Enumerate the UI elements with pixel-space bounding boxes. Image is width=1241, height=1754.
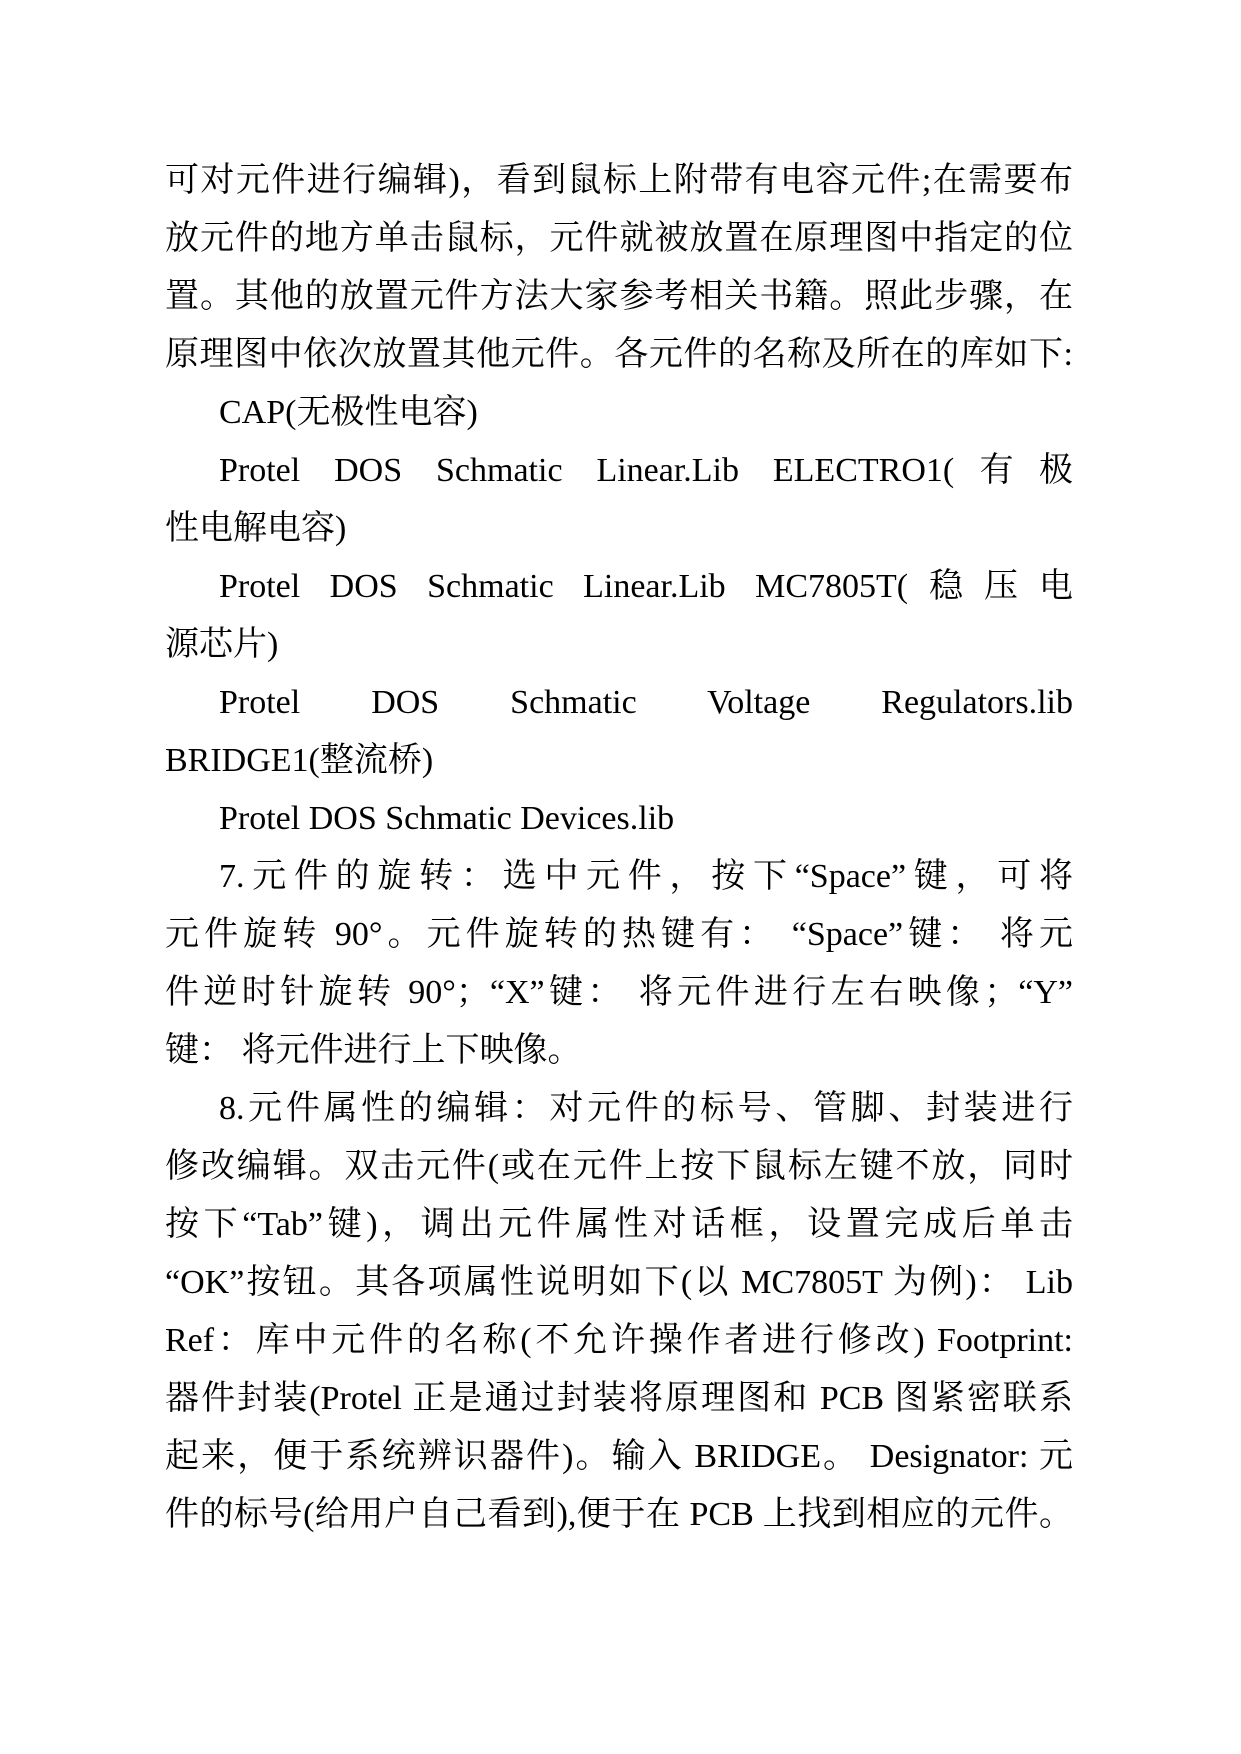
text-line: CAP(无极性电容)	[219, 394, 478, 431]
text-line: 元件旋转 90°。元件旋转的热键有： “Space”键： 将元	[165, 916, 1073, 953]
text-line: 修改编辑。双击元件(或在元件上按下鼠标左键不放，同时	[165, 1148, 1073, 1185]
text-line: 置。其他的放置元件方法大家参考相关书籍。照此步骤，在	[165, 278, 1073, 315]
text-line: 起来，便于系统辨识器件)。输入 BRIDGE。 Designator: 元	[165, 1438, 1073, 1475]
text-line: 器件封装(Protel 正是通过封装将原理图和 PCB 图紧密联系	[165, 1380, 1073, 1417]
text-line: “OK”按钮。其各项属性说明如下(以 MC7805T 为例)： Lib	[165, 1264, 1073, 1301]
text-line: Protel DOS Schmatic Devices.lib	[219, 800, 675, 837]
text-line: Protel DOS Schmatic Voltage Regulators.lib	[219, 684, 1073, 721]
text-line: 性电解电容)	[165, 510, 347, 547]
text-line: Protel DOS Schmatic Linear.Lib ELECTRO1(有极	[219, 452, 1073, 489]
text-line: 可对元件进行编辑)，看到鼠标上附带有电容元件;在需要布	[165, 162, 1073, 199]
text-line: 键： 将元件进行上下映像。	[165, 1032, 582, 1069]
text-line: Ref：库中元件的名称(不允许操作者进行修改) Footprint:	[165, 1322, 1073, 1359]
text-line: 按下“Tab”键)，调出元件属性对话框，设置完成后单击	[165, 1206, 1073, 1243]
text-line: 件逆时针旋转 90°；“X”键： 将元件进行左右映像；“Y”	[165, 974, 1073, 1011]
text-line: 放元件的地方单击鼠标，元件就被放置在原理图中指定的位	[165, 220, 1073, 257]
text-line: 件的标号(给用户自己看到),便于在 PCB 上找到相应的元件。	[165, 1496, 1073, 1533]
text-line: 原理图中依次放置其他元件。各元件的名称及所在的库如下:	[165, 336, 1073, 373]
text-line: 7.元件的旋转：选中元件，按下“Space”键，可将	[219, 858, 1073, 895]
text-line: BRIDGE1(整流桥)	[165, 742, 434, 779]
text-line: 源芯片)	[165, 626, 279, 663]
text-line: Protel DOS Schmatic Linear.Lib MC7805T(稳压电	[219, 568, 1073, 605]
text-block	[165, 152, 1073, 1544]
text-line: 8.元件属性的编辑：对元件的标号、管脚、封装进行	[219, 1090, 1073, 1127]
